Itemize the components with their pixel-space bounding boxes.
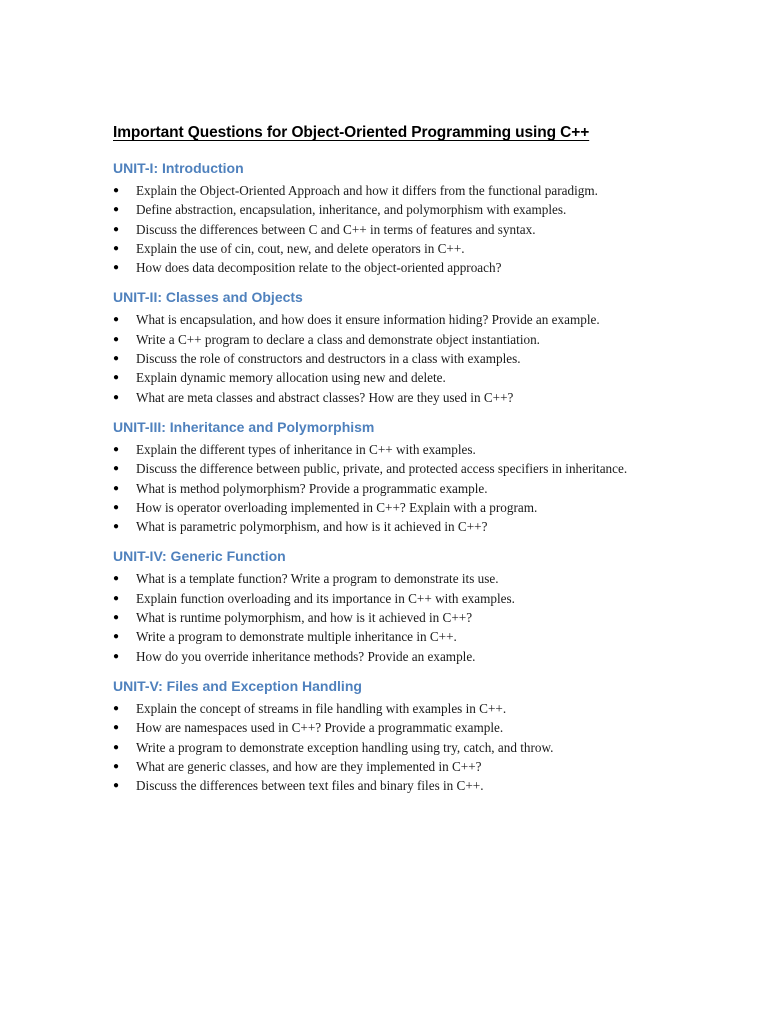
section-heading: UNIT-IV: Generic Function — [113, 548, 286, 565]
question-item: ● Write a program to demonstrate multiple inheritance in C++. — [113, 627, 673, 646]
question-item: ● Explain the different types of inheritance in C++ with examples. — [113, 440, 673, 459]
document-title: Important Questions for Object-Oriented Programming using C++ — [113, 124, 590, 141]
question-item: ● Explain dynamic memory allocation using new and delete. — [113, 368, 673, 387]
question-item: ● How are namespaces used in C++? Provide a programmatic example. — [113, 718, 673, 737]
section-unit-1 — [113, 159, 673, 277]
section-heading: UNIT-V: Files and Exception Handling — [113, 677, 362, 694]
question-item: ● Discuss the differences between C and C++ in terms of features and syntax. — [113, 220, 673, 239]
question-item: ● Explain function overloading and its importance in C++ with examples. — [113, 589, 673, 608]
document-page — [113, 124, 673, 806]
question-item: ● Discuss the role of constructors and destructors in a class with examples. — [113, 349, 673, 368]
question-list — [113, 181, 673, 277]
question-item: ● Discuss the differences between text files and binary files in C++. — [113, 776, 673, 795]
question-item: ● Define abstraction, encapsulation, inheritance, and polymorphism with examples. — [113, 200, 673, 219]
question-item: ● What is parametric polymorphism, and how is it achieved in C++? — [113, 517, 673, 536]
section-heading: UNIT-II: Classes and Objects — [113, 289, 303, 306]
question-list — [113, 440, 673, 536]
section-unit-4 — [113, 547, 673, 665]
section-heading: UNIT-I: Introduction — [113, 160, 244, 176]
question-item: ● What is method polymorphism? Provide a programmatic example. — [113, 479, 673, 498]
question-list — [113, 310, 673, 406]
section-unit-3 — [113, 418, 673, 536]
question-item: ● How do you override inheritance methods? Provide an example. — [113, 647, 673, 666]
question-item: ● What are generic classes, and how are they implemented in C++? — [113, 757, 673, 776]
question-item: ● Explain the concept of streams in file handling with examples in C++. — [113, 699, 673, 718]
question-list — [113, 699, 673, 795]
question-item: ● Discuss the difference between public, private, and protected access specifiers in inheritance. — [113, 459, 673, 478]
question-item: ● Explain the use of cin, cout, new, and delete operators in C++. — [113, 239, 673, 258]
question-item: ● What are meta classes and abstract classes? How are they used in C++? — [113, 388, 673, 407]
question-item: ● How does data decomposition relate to the object-oriented approach? — [113, 258, 673, 277]
question-list — [113, 569, 673, 665]
question-item: ● Explain the Object-Oriented Approach and how it differs from the functional paradigm. — [113, 181, 673, 200]
question-item: ● Write a program to demonstrate exception handling using try, catch, and throw. — [113, 738, 673, 757]
question-item: ● Write a C++ program to declare a class and demonstrate object instantiation. — [113, 330, 673, 349]
question-item: ● What is runtime polymorphism, and how is it achieved in C++? — [113, 608, 673, 627]
question-item: ● How is operator overloading implemented in C++? Explain with a program. — [113, 498, 673, 517]
section-heading: UNIT-III: Inheritance and Polymorphism — [113, 418, 375, 435]
section-unit-5 — [113, 677, 673, 795]
question-item: ● What is encapsulation, and how does it ensure information hiding? Provide an example. — [113, 310, 673, 329]
section-unit-2 — [113, 288, 673, 406]
question-item: ● What is a template function? Write a program to demonstrate its use. — [113, 569, 673, 588]
